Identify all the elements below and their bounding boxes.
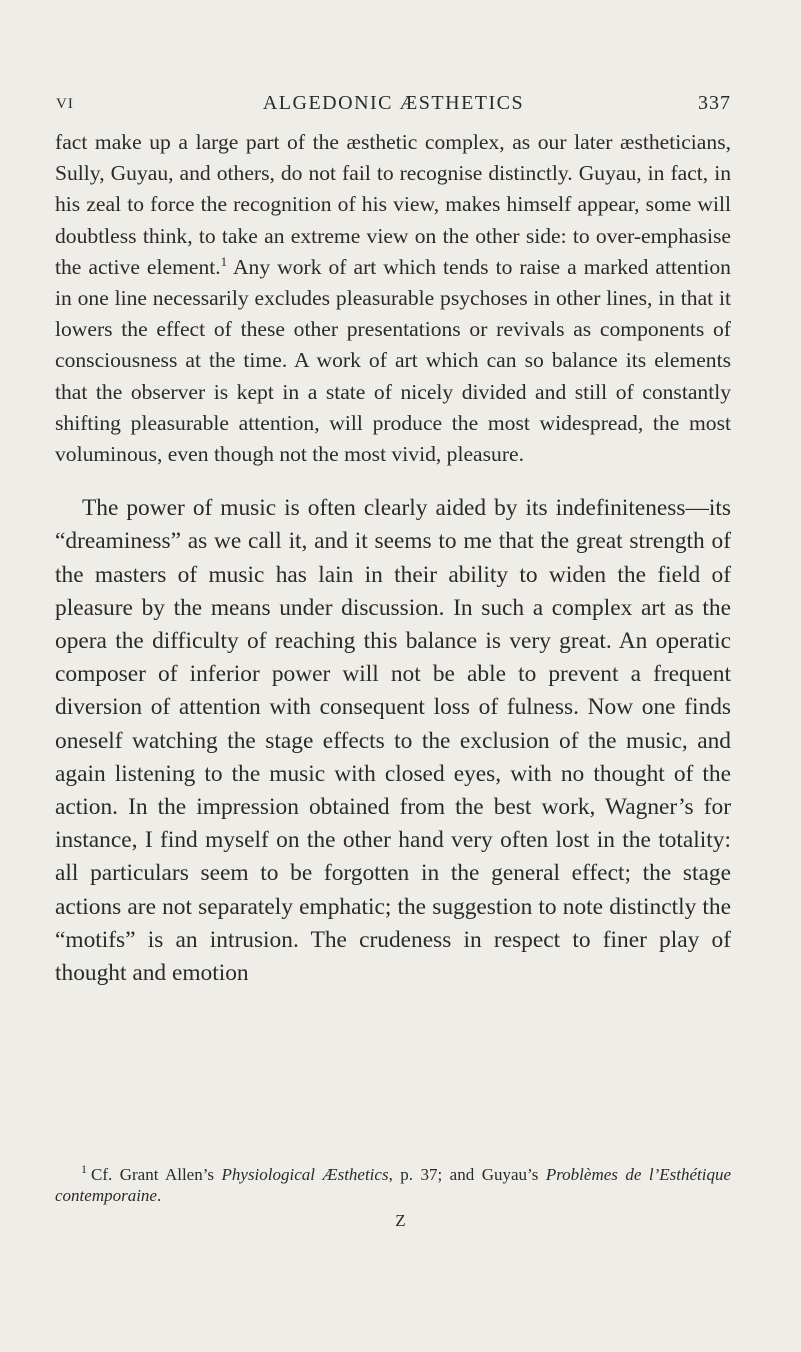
running-title: ALGEDONIC ÆSTHETICS (262, 92, 525, 114)
body-text (55, 127, 731, 990)
footnote-book-title-2: Problèmes de l’Esthétique contemporaine (55, 1165, 731, 1205)
footnote: 1 Cf. Grant Allen’s Physiological Æsthetics, p. 37; and Guyau’s Problèmes de l’Esthétique contemporaine. (55, 1162, 731, 1205)
footnote-book-title-1: Physiological Æsthetics (221, 1165, 389, 1184)
paragraph-2: The power of music is often clearly aided by its indefiniteness—its “dreaminess” as we call it, and it seems to me that the great strength of the masters of music has lain in their ability to widen the field of pleasure by the means under discussion. In such a complex art as the opera the difficulty of reaching this balance is very great. An operatic composer of inferior power will not be able to prevent a frequent diversion of attention with consequent loss of fulness. Now one finds oneself watching the stage effects to the exclusion of the music, and again listening to the music with closed eyes, with no thought of the action. In the impression obtained from the best work, Wagner’s for instance, I find myself on the other hand very often lost in the totality: all particulars seem to be forgotten in the general effect; the stage actions are not separately emphatic; the suggestion to note distinctly the “motifs” is an intrusion. The crudeness in respect to finer play of thought and emotion (55, 495, 731, 987)
signature-mark: Z (395, 1211, 406, 1230)
footnote-reference: 1 (220, 253, 228, 269)
paragraph-1-text-b: Any work of art which tends to raise a marked attention in one line necessarily excludes pleasurable psychoses in other lines, in that it lowers the effect of these other presentations or revivals as components of consciousness at the time. A work of art which can so balance its elements that the observer is kept in a state of nicely divided and still of constantly shifting pleasurable attention, will produce the most widespread, the most voluminous, even though not the most vivid, pleasure. (55, 254, 731, 467)
footnote-text-mid: , p. 37; and Guyau’s (388, 1165, 546, 1184)
footnote-text-start: Cf. Grant Allen’s (91, 1165, 222, 1184)
running-header (56, 92, 731, 122)
paragraph-1 (55, 127, 731, 470)
paragraph-1-text-a: fact make up a large part of the æsthetic complex, as our later æstheticians, Sully, Guyau, and others, do not fail to recognise distinctly. Guyau, in fact, in his zeal to force the recognition of his view, makes himself appear, some will doubtless think, to take an extreme view on the other side: to over-emphasise the active element. (55, 130, 731, 279)
footnote-text-end: . (156, 1186, 162, 1205)
chapter-number: VI (56, 96, 74, 112)
page-number: 337 (698, 92, 731, 114)
